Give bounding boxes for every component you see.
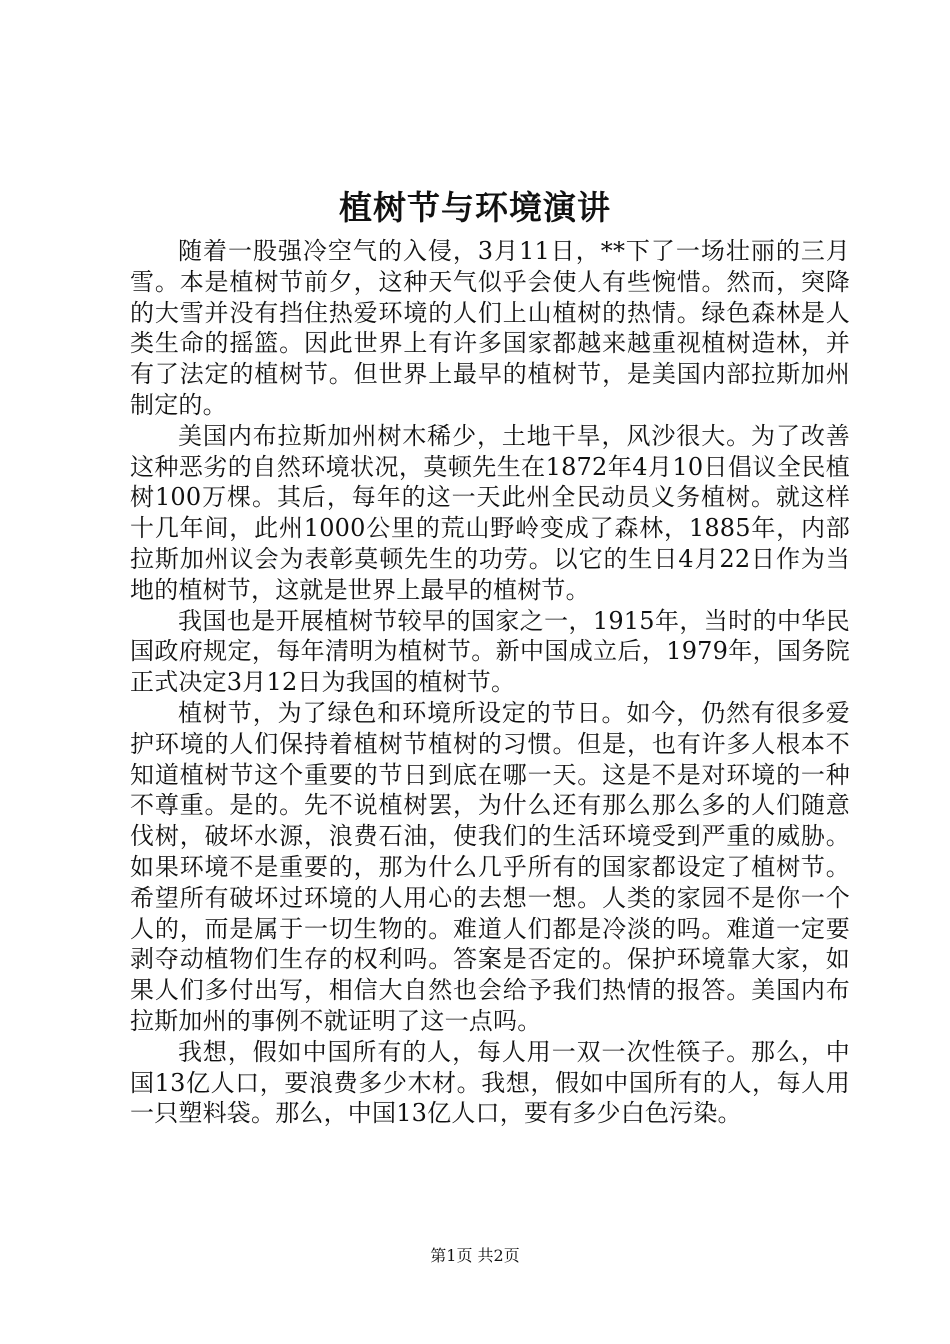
paragraph-1: 随着一股强冷空气的入侵，3月11日，**下了一场壮丽的三月雪。本是植树节前夕，这种天气似乎会使人有些惋惜。然而，突降的大雪并没有挡住热爱环境的人们上山植树的热情。绿色森林是人类生命的摇篮。因此世界上有许多国家都越来越重视植树造林，并有了法定的植树节。但世界上最早的植树节，是美国内部拉斯加州制定的。	[130, 237, 850, 419]
page-footer: 第1页 共2页	[430, 1246, 520, 1265]
document-title: 植树节与环境演讲	[339, 188, 611, 227]
document-body	[130, 236, 850, 1129]
paragraph-2: 美国内布拉斯加州树木稀少，土地干旱，风沙很大。为了改善这种恶劣的自然环境状况，莫顿先生在1872年4月10日倡议全民植树100万棵。其后，每年的这一天此州全民动员义务植树。就这样十几年间，此州1000公里的荒山野岭变成了森林，1885年，内部拉斯加州议会为表彰莫顿先生的功劳。以它的生日4月22日作为当地的植树节，这就是世界上最早的植树节。	[130, 421, 850, 604]
paragraph-5: 我想，假如中国所有的人，每人用一双一次性筷子。那么，中国13亿人口，要浪费多少木材。我想，假如中国所有的人，每人用一只塑料袋。那么，中国13亿人口，要有多少白色污染。	[130, 1037, 850, 1128]
paragraph-3: 我国也是开展植树节较早的国家之一，1915年，当时的中华民国政府规定，每年清明为植树节。新中国成立后，1979年，国务院正式决定3月12日为我国的植树节。	[130, 606, 850, 697]
paragraph-4: 植树节，为了绿色和环境所设定的节日。如今，仍然有很多爱护环境的人们保持着植树节植树的习惯。但是，也有许多人根本不知道植树节这个重要的节日到底在哪一天。这是不是对环境的一种不尊重。是的。先不说植树罢，为什么还有那么那么多的人们随意伐树，破坏水源，浪费石油，使我们的生活环境受到严重的威胁。如果环境不是重要的，那为什么几乎所有的国家都设定了植树节。希望所有破坏过环境的人用心的去想一想。人类的家园不是你一个人的，而是属于一切生物的。难道人们都是冷淡的吗。难道一定要剥夺动植物们生存的权利吗。答案是否定的。保护环境靠大家，如果人们多付出写，相信大自然也会给予我们热情的报答。美国内布拉斯加州的事例不就证明了这一点吗。	[130, 698, 850, 1035]
